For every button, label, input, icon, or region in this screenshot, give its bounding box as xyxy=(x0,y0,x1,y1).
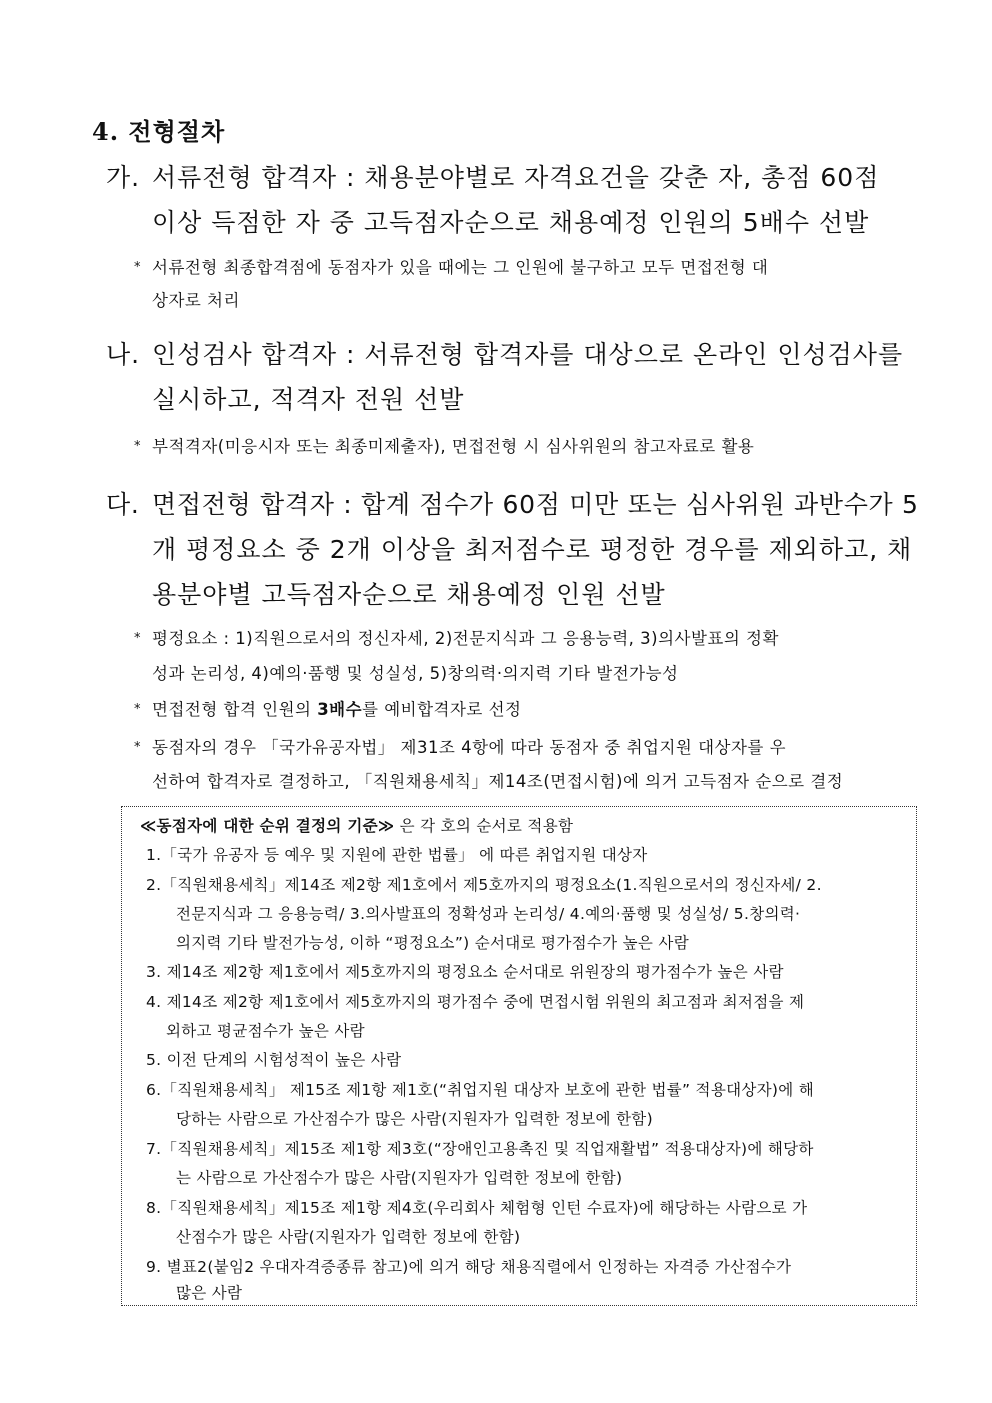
section-da-line2: 개 평정요소 중 2개 이상을 최저점수로 평정한 경우를 제외하고, 채 xyxy=(152,535,913,564)
section-na-text: 인성검사 합격자 : 서류전형 합격자를 대상으로 온라인 인성검사를 xyxy=(152,340,904,369)
tie-break-criteria-box xyxy=(121,806,917,1306)
note-text: 평정요소 : 1)직원으로서의 정신자세, 2)전문지식과 그 응용능력, 3)의사발표의 정확 xyxy=(152,629,779,648)
criteria-item-3: 3. 제14조 제2항 제1호에서 제5호까지의 평정요소 순서대로 위원장의 평가점수가 높은 사람 xyxy=(146,963,784,981)
note-ga-1-cont: 상자로 처리 xyxy=(152,291,240,310)
criteria-item-4-cont: 외하고 평균점수가 높은 사람 xyxy=(166,1022,365,1040)
section-ga-line2: 이상 득점한 자 중 고득점자순으로 채용예정 인원의 5배수 선발 xyxy=(152,208,870,237)
note-text: 동점자의 경우 「국가유공자법」 제31조 4항에 따라 동점자 중 취업지원 대상자를 우 xyxy=(152,738,787,757)
section-na-line1 xyxy=(106,333,903,377)
criteria-item-2: 2.「직원채용세칙」제14조 제2항 제1호에서 제5호까지의 평정요소(1.직원으로서의 정신자세/ 2. xyxy=(146,876,822,894)
criteria-title xyxy=(140,812,573,841)
asterisk-icon: * xyxy=(134,702,141,717)
section-ga-marker: 가. xyxy=(106,163,141,192)
note-text: 면접전형 합격 인원의 xyxy=(152,700,318,719)
section-na-line2: 실시하고, 적격자 전원 선발 xyxy=(152,385,465,414)
criteria-item-7-cont: 는 사람으로 가산점수가 많은 사람(지원자가 입력한 정보에 한함) xyxy=(176,1169,623,1187)
criteria-item-6: 6.「직원채용세칙」 제15조 제1항 제1호(“취업지원 대상자 보호에 관한 법률” 적용대상자)에 해 xyxy=(146,1081,815,1099)
note-bold-text: 3배수 xyxy=(317,700,363,719)
criteria-item-8: 8.「직원채용세칙」제15조 제1항 제4호(우리회사 체험형 인턴 수료자)에 해당하는 사람으로 가 xyxy=(146,1199,808,1217)
asterisk-icon: * xyxy=(134,631,141,646)
criteria-item-2-cont: 의지력 기타 발전가능성, 이하 “평정요소”) 순서대로 평가점수가 높은 사람 xyxy=(176,934,689,952)
section-na-marker: 나. xyxy=(106,340,141,369)
note-na-1 xyxy=(134,432,754,462)
section-ga-text: 서류전형 합격자 : 채용분야별로 자격요건을 갖춘 자, 총점 60점 xyxy=(152,163,880,192)
criteria-item-8-cont: 산점수가 많은 사람(지원자가 입력한 정보에 한함) xyxy=(176,1228,521,1246)
criteria-item-7: 7.「직원채용세칙」제15조 제1항 제3호(“장애인고용촉진 및 직업재활법” 적용대상자)에 해당하 xyxy=(146,1140,814,1158)
section-da-marker: 다. xyxy=(106,490,140,519)
note-text: 를 예비합격자로 선정 xyxy=(362,700,522,719)
criteria-item-1: 1.「국가 유공자 등 예우 및 지원에 관한 법률」 에 따른 취업지원 대상자 xyxy=(146,846,648,864)
section-da-line3: 용분야별 고득점자순으로 채용예정 인원 선발 xyxy=(152,580,666,609)
criteria-title-rest: 은 각 호의 순서로 적용함 xyxy=(394,817,574,835)
note-da-2 xyxy=(134,695,522,725)
criteria-item-2-cont: 전문지식과 그 응용능력/ 3.의사발표의 정확성과 논리성/ 4.예의·품행 및 성실성/ 5.창의력· xyxy=(176,905,801,923)
criteria-title-bold: ≪동점자에 대한 순위 결정의 기준≫ xyxy=(140,817,395,835)
note-text: 부적격자(미응시자 또는 최종미제출자), 면접전형 시 심사위원의 참고자료로 활용 xyxy=(152,437,755,456)
asterisk-icon: * xyxy=(134,740,141,755)
section-ga-line1 xyxy=(106,156,879,200)
note-da-1 xyxy=(134,624,779,654)
criteria-item-9: 9. 별표2(붙임2 우대자격증종류 참고)에 의거 해당 채용직렬에서 인정하는 자격증 가산점수가 xyxy=(146,1258,792,1276)
note-da-3 xyxy=(134,733,786,763)
section-da-text: 면접전형 합격자 : 합계 점수가 60점 미만 또는 심사위원 과반수가 5 xyxy=(152,490,919,519)
section-heading: 4. 전형절차 xyxy=(92,117,226,146)
note-text: 서류전형 최종합격점에 동점자가 있을 때에는 그 인원에 불구하고 모두 면접전형 대 xyxy=(152,258,769,277)
note-da-3-cont: 선하여 합격자로 결정하고, 「직원채용세칙」제14조(면접시험)에 의거 고득점자 순으로 결정 xyxy=(152,772,844,791)
asterisk-icon: * xyxy=(134,439,141,454)
criteria-item-6-cont: 당하는 사람으로 가산점수가 많은 사람(지원자가 입력한 정보에 한함) xyxy=(176,1110,653,1128)
section-da-line1 xyxy=(106,483,919,527)
criteria-item-9-cont: 많은 사람 xyxy=(176,1284,243,1302)
criteria-item-4: 4. 제14조 제2항 제1호에서 제5호까지의 평가점수 중에 면접시험 위원의 최고점과 최저점을 제 xyxy=(146,993,805,1011)
note-ga-1 xyxy=(134,253,768,283)
note-da-1-cont: 성과 논리성, 4)예의·품행 및 성실성, 5)창의력·의지력 기타 발전가능성 xyxy=(152,664,679,683)
asterisk-icon: * xyxy=(134,260,141,275)
criteria-item-5: 5. 이전 단계의 시험성적이 높은 사람 xyxy=(146,1051,402,1069)
